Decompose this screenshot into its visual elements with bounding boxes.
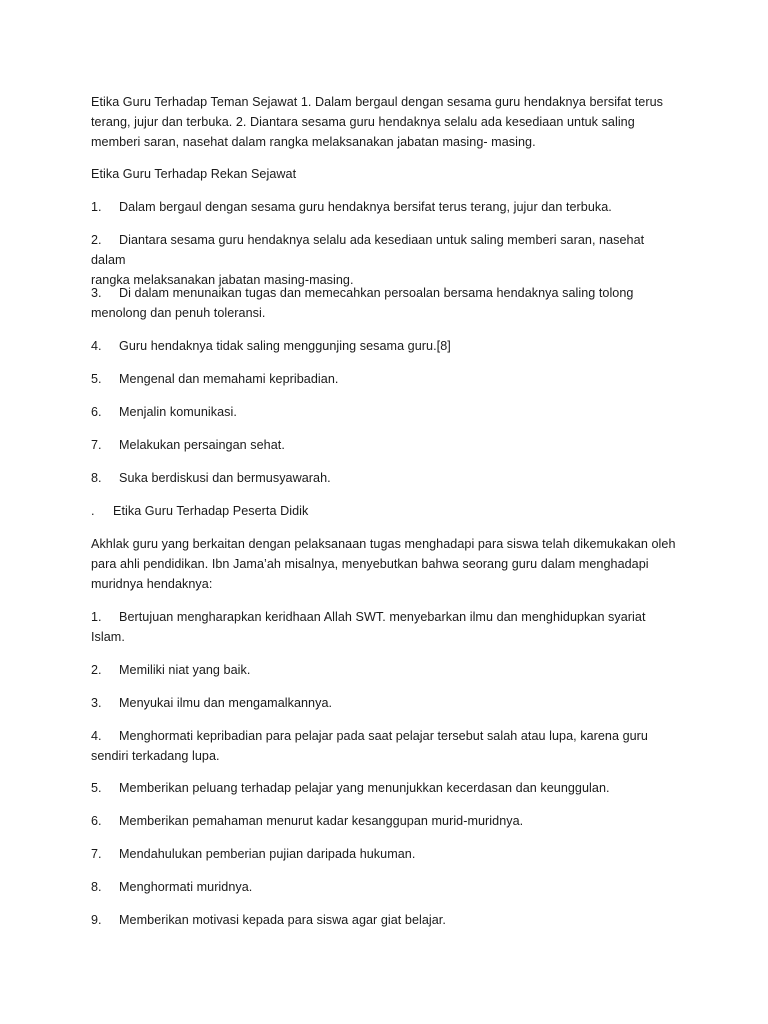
list-item [91, 607, 681, 647]
list-item-number: 8. [91, 880, 102, 894]
list-item-number: 6. [91, 814, 102, 828]
list-item-number: 8. [91, 471, 102, 485]
list-item [91, 660, 681, 680]
list-item [91, 369, 681, 389]
list-item [91, 811, 681, 831]
list-item-number: 1. [91, 200, 102, 214]
list-item [91, 693, 681, 713]
list-item-number: 6. [91, 405, 102, 419]
list-item-number: 5. [91, 781, 102, 795]
section1-heading-text: Etika Guru Terhadap Rekan Sejawat [91, 167, 297, 181]
list-item-text: Guru hendaknya tidak saling menggunjing sesama guru.[8] [119, 339, 451, 353]
section1-heading [91, 164, 681, 184]
list-item-text: menolong dan penuh toleransi. [91, 306, 266, 320]
list-item-text: Dalam bergaul dengan sesama guru hendaknya bersifat terus terang, jujur dan terbuka. [119, 200, 612, 214]
list-item-text: sendiri terkadang lupa. [91, 749, 220, 763]
list-item-number: 3. [91, 696, 102, 710]
list-item-number: 5. [91, 372, 102, 386]
list-item-text: Menyukai ilmu dan mengamalkannya. [119, 696, 333, 710]
section2-heading-text: Etika Guru Terhadap Peserta Didik [113, 504, 309, 518]
list-item-number: 3. [91, 286, 102, 300]
list-item-text: Memberikan motivasi kepada para siswa agar giat belajar. [119, 913, 446, 927]
intro-line: Etika Guru Terhadap Teman Sejawat 1. Dalam bergaul dengan sesama guru hendaknya bersifat terus [91, 95, 663, 109]
intro-line: memberi saran, nasehat dalam rangka melaksanakan jabatan masing- masing. [91, 135, 536, 149]
list-item-number: 7. [91, 438, 102, 452]
list-item [91, 468, 681, 488]
list-item [91, 844, 681, 864]
section2-paragraph [91, 534, 681, 594]
list-item-text: rangka melaksanakan jabatan masing-masing. [91, 273, 354, 287]
list-item-text: Suka berdiskusi dan bermusyawarah. [119, 471, 331, 485]
paragraph-line: Akhlak guru yang berkaitan dengan pelaksanaan tugas menghadapi para siswa telah dikemukakan oleh [91, 537, 676, 551]
paragraph-line: para ahli pendidikan. Ibn Jama’ah misalnya, menyebutkan bahwa seorang guru dalam menghadapi [91, 557, 649, 571]
list-item [91, 778, 681, 798]
section2-heading [91, 501, 681, 521]
list-item [91, 230, 681, 290]
list-item-number: 4. [91, 729, 102, 743]
list-item-text: Melakukan persaingan sehat. [119, 438, 285, 452]
section2-bullet: . [91, 504, 95, 518]
list-item-text: Diantara sesama guru hendaknya selalu ada kesediaan untuk saling memberi saran, nasehat dalam [91, 233, 645, 267]
list-item [91, 402, 681, 422]
list-item-number: 2. [91, 663, 102, 677]
intro-paragraph [91, 92, 681, 152]
list-item-text: Di dalam menunaikan tugas dan memecahkan persoalan bersama hendaknya saling tolong [119, 286, 634, 300]
list-item [91, 877, 681, 897]
list-item [91, 726, 681, 766]
list-item-text: Islam. [91, 630, 125, 644]
list-item-text: Memberikan peluang terhadap pelajar yang menunjukkan kecerdasan dan keunggulan. [119, 781, 610, 795]
list-item-text: Memiliki niat yang baik. [119, 663, 251, 677]
intro-line: terang, jujur dan terbuka. 2. Diantara sesama guru hendaknya selalu ada kesediaan untuk saling [91, 115, 635, 129]
list-item-number: 2. [91, 233, 102, 247]
list-item [91, 910, 681, 930]
list-item-text: Menjalin komunikasi. [119, 405, 237, 419]
list-item [91, 336, 681, 356]
list-item-text: Bertujuan mengharapkan keridhaan Allah SWT. menyebarkan ilmu dan menghidupkan syariat [119, 610, 646, 624]
list-item [91, 283, 681, 323]
list-item-text: Mengenal dan memahami kepribadian. [119, 372, 339, 386]
list-item-number: 9. [91, 913, 102, 927]
list-item-text: Menghormati muridnya. [119, 880, 253, 894]
list-item-text: Menghormati kepribadian para pelajar pada saat pelajar tersebut salah atau lupa, karena guru [119, 729, 648, 743]
list-item-text: Mendahulukan pemberian pujian daripada hukuman. [119, 847, 416, 861]
list-item-number: 7. [91, 847, 102, 861]
paragraph-line: muridnya hendaknya: [91, 577, 213, 591]
list-item [91, 197, 681, 217]
list-item-number: 4. [91, 339, 102, 353]
list-item-text: Memberikan pemahaman menurut kadar kesanggupan murid-muridnya. [119, 814, 524, 828]
list-item-number: 1. [91, 610, 102, 624]
list-item [91, 435, 681, 455]
